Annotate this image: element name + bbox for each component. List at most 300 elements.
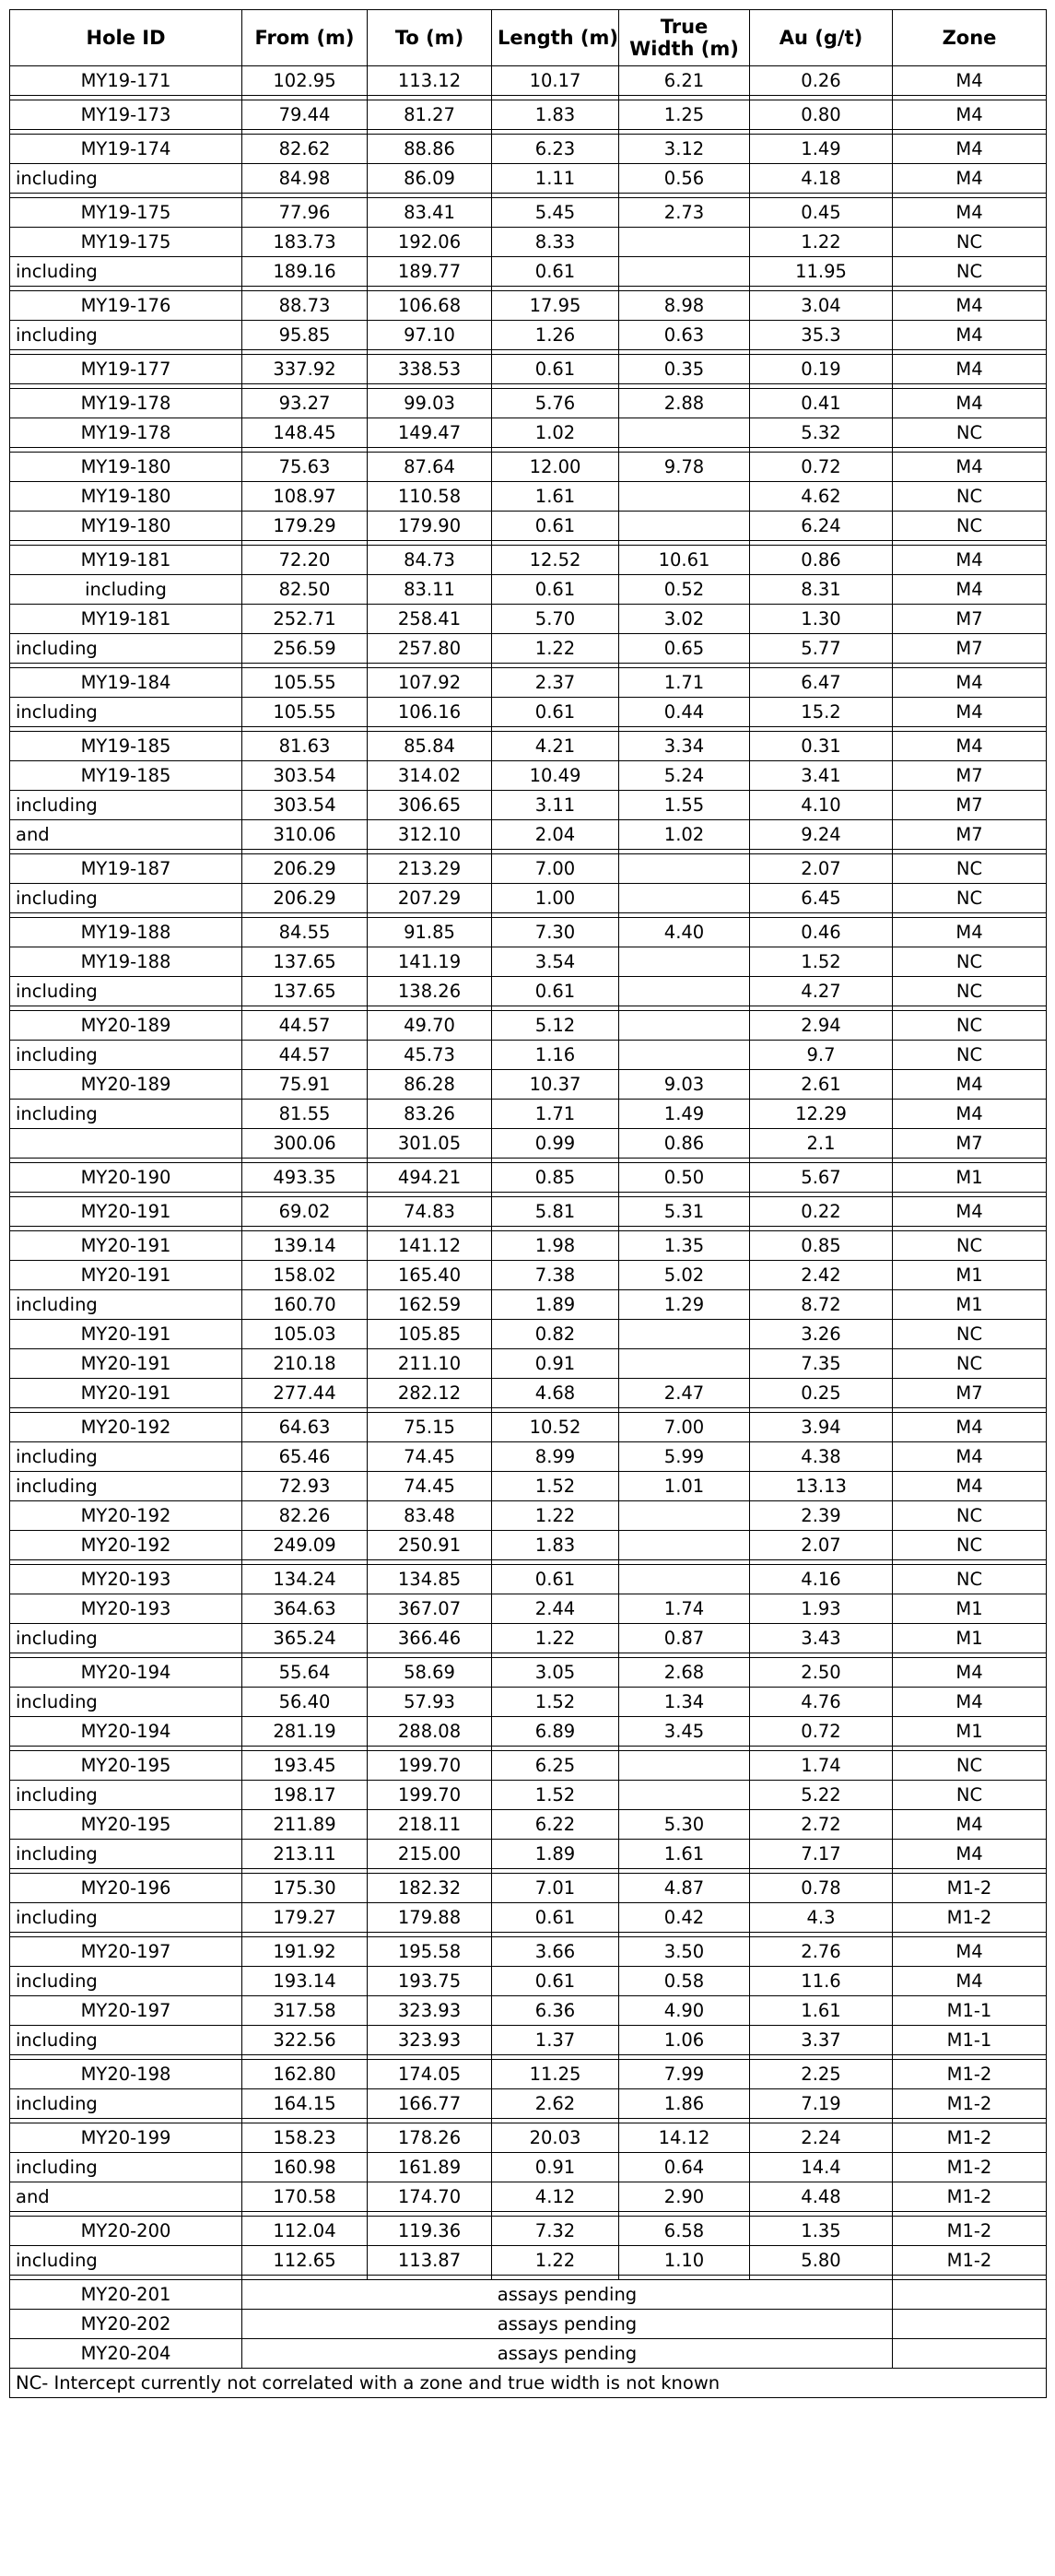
zone-cell: NC — [893, 1011, 1047, 1041]
length-cell: 3.11 — [492, 791, 619, 820]
hole-id-cell: including — [10, 1688, 242, 1717]
to-cell: 162.59 — [368, 1290, 492, 1320]
from-cell: 213.11 — [242, 1840, 368, 1869]
true-width-cell: 2.47 — [619, 1379, 750, 1408]
true-width-cell: 2.68 — [619, 1658, 750, 1688]
hole-id-cell: including — [10, 1290, 242, 1320]
length-cell: 6.22 — [492, 1810, 619, 1840]
table-row — [10, 2217, 1047, 2246]
hole-id-cell: MY20-200 — [10, 2217, 242, 2246]
length-cell: 8.99 — [492, 1442, 619, 1472]
au-cell: 0.86 — [750, 546, 893, 575]
table-row — [10, 1501, 1047, 1531]
length-cell: 5.70 — [492, 605, 619, 634]
zone-cell: M1-2 — [893, 2182, 1047, 2212]
true-width-cell: 1.71 — [619, 668, 750, 698]
au-cell: 2.61 — [750, 1070, 893, 1100]
length-cell: 1.02 — [492, 418, 619, 448]
true-width-cell: 5.99 — [619, 1442, 750, 1472]
zone-cell: M4 — [893, 100, 1047, 130]
hole-id-cell: including — [10, 1624, 242, 1653]
to-cell: 88.86 — [368, 135, 492, 164]
hole-id-cell: MY20-195 — [10, 1751, 242, 1781]
hole-id-cell: including — [10, 977, 242, 1006]
zone-cell: M4 — [893, 1810, 1047, 1840]
au-cell: 1.49 — [750, 135, 893, 164]
length-cell: 2.37 — [492, 668, 619, 698]
au-cell: 9.7 — [750, 1041, 893, 1070]
to-cell: 87.64 — [368, 453, 492, 482]
to-cell: 57.93 — [368, 1688, 492, 1717]
true-width-cell — [619, 1320, 750, 1349]
au-cell: 0.80 — [750, 100, 893, 130]
hole-id-cell: MY20-194 — [10, 1717, 242, 1747]
to-cell: 107.92 — [368, 668, 492, 698]
from-cell: 72.20 — [242, 546, 368, 575]
length-cell: 1.22 — [492, 634, 619, 664]
table-row — [10, 2182, 1047, 2212]
true-width-cell: 0.87 — [619, 1624, 750, 1653]
to-cell: 83.48 — [368, 1501, 492, 1531]
length-cell: 10.52 — [492, 1413, 619, 1442]
length-cell: 7.30 — [492, 918, 619, 947]
hole-id-cell: MY19-178 — [10, 418, 242, 448]
zone-cell: NC — [893, 1501, 1047, 1531]
length-cell: 0.61 — [492, 1967, 619, 1996]
au-cell: 0.72 — [750, 1717, 893, 1747]
from-cell: 160.70 — [242, 1290, 368, 1320]
hole-id-cell: MY19-185 — [10, 761, 242, 791]
to-cell: 161.89 — [368, 2153, 492, 2182]
au-cell: 1.74 — [750, 1751, 893, 1781]
zone-cell: M4 — [893, 389, 1047, 418]
hole-id-cell: MY19-187 — [10, 854, 242, 884]
hole-id-cell: MY20-192 — [10, 1531, 242, 1560]
hole-id-cell: MY20-197 — [10, 1937, 242, 1967]
table-row — [10, 1413, 1047, 1442]
to-cell: 179.88 — [368, 1903, 492, 1933]
true-width-cell — [619, 1781, 750, 1810]
hole-id-cell: including — [10, 1967, 242, 1996]
zone-cell: M4 — [893, 698, 1047, 727]
au-cell: 1.30 — [750, 605, 893, 634]
length-cell: 1.37 — [492, 2026, 619, 2055]
length-cell: 1.52 — [492, 1688, 619, 1717]
table-row — [10, 2089, 1047, 2119]
pending-row — [10, 2310, 1047, 2339]
au-cell: 4.27 — [750, 977, 893, 1006]
to-cell: 106.16 — [368, 698, 492, 727]
true-width-cell: 2.88 — [619, 389, 750, 418]
hole-id-cell: MY20-191 — [10, 1349, 242, 1379]
table-row — [10, 854, 1047, 884]
length-cell: 1.52 — [492, 1781, 619, 1810]
zone-cell: M7 — [893, 1379, 1047, 1408]
table-row — [10, 1903, 1047, 1933]
from-cell: 198.17 — [242, 1781, 368, 1810]
to-cell: 189.77 — [368, 257, 492, 287]
length-cell: 1.61 — [492, 482, 619, 512]
zone-cell: M1-2 — [893, 1903, 1047, 1933]
hole-id-cell: including — [10, 257, 242, 287]
zone-cell: M4 — [893, 198, 1047, 228]
header-hole-id: Hole ID — [10, 10, 242, 66]
from-cell: 137.65 — [242, 947, 368, 977]
zone-cell: NC — [893, 947, 1047, 977]
zone-cell: M4 — [893, 453, 1047, 482]
hole-id-cell: MY19-171 — [10, 66, 242, 96]
table-row — [10, 1041, 1047, 1070]
table-row — [10, 1320, 1047, 1349]
table-row — [10, 1100, 1047, 1129]
au-cell: 11.95 — [750, 257, 893, 287]
to-cell: 91.85 — [368, 918, 492, 947]
from-cell: 364.63 — [242, 1594, 368, 1624]
from-cell: 105.55 — [242, 668, 368, 698]
true-width-cell: 0.56 — [619, 164, 750, 194]
table-row — [10, 1810, 1047, 1840]
length-cell: 4.68 — [492, 1379, 619, 1408]
length-cell: 7.01 — [492, 1874, 619, 1903]
au-cell: 1.35 — [750, 2217, 893, 2246]
to-cell: 312.10 — [368, 820, 492, 850]
zone-cell: M1 — [893, 1594, 1047, 1624]
au-cell: 5.32 — [750, 418, 893, 448]
zone-cell: M1 — [893, 1163, 1047, 1193]
au-cell: 13.13 — [750, 1472, 893, 1501]
table-row — [10, 977, 1047, 1006]
from-cell: 105.03 — [242, 1320, 368, 1349]
zone-cell: M4 — [893, 1840, 1047, 1869]
length-cell: 3.54 — [492, 947, 619, 977]
true-width-cell: 5.31 — [619, 1197, 750, 1227]
zone-cell: NC — [893, 512, 1047, 541]
hole-id-cell: including — [10, 791, 242, 820]
length-cell: 1.89 — [492, 1290, 619, 1320]
to-cell: 75.15 — [368, 1413, 492, 1442]
table-row — [10, 1874, 1047, 1903]
header-row — [10, 10, 1047, 66]
au-cell: 5.67 — [750, 1163, 893, 1193]
pending-status-cell: assays pending — [242, 2339, 893, 2369]
length-cell: 5.81 — [492, 1197, 619, 1227]
au-cell: 7.17 — [750, 1840, 893, 1869]
from-cell: 112.04 — [242, 2217, 368, 2246]
au-cell: 2.42 — [750, 1261, 893, 1290]
hole-id-cell: MY20-197 — [10, 1996, 242, 2026]
from-cell: 148.45 — [242, 418, 368, 448]
length-cell: 6.36 — [492, 1996, 619, 2026]
length-cell: 0.61 — [492, 257, 619, 287]
hole-id-cell: including — [10, 884, 242, 913]
length-cell: 7.00 — [492, 854, 619, 884]
zone-cell: M7 — [893, 820, 1047, 850]
zone-cell: M1-2 — [893, 2246, 1047, 2276]
hole-id-cell: including — [10, 2026, 242, 2055]
hole-id-cell: including — [10, 1781, 242, 1810]
hole-id-cell: MY20-191 — [10, 1197, 242, 1227]
zone-cell: NC — [893, 884, 1047, 913]
hole-id-cell: MY20-195 — [10, 1810, 242, 1840]
to-cell: 166.77 — [368, 2089, 492, 2119]
footnote: NC- Intercept currently not correlated with a zone and true width is not known — [10, 2369, 1047, 2398]
to-cell: 99.03 — [368, 389, 492, 418]
from-cell: 183.73 — [242, 228, 368, 257]
au-cell: 2.07 — [750, 1531, 893, 1560]
length-cell: 1.16 — [492, 1041, 619, 1070]
length-cell: 5.76 — [492, 389, 619, 418]
zone-cell: M7 — [893, 634, 1047, 664]
zone-cell — [893, 2310, 1047, 2339]
true-width-cell — [619, 884, 750, 913]
length-cell: 7.38 — [492, 1261, 619, 1290]
zone-cell: NC — [893, 1565, 1047, 1594]
from-cell: 179.27 — [242, 1903, 368, 1933]
hole-id-cell: and — [10, 2182, 242, 2212]
table-row — [10, 100, 1047, 130]
hole-id-cell: MY20-196 — [10, 1874, 242, 1903]
to-cell: 106.68 — [368, 291, 492, 321]
true-width-cell: 0.65 — [619, 634, 750, 664]
length-cell: 4.12 — [492, 2182, 619, 2212]
true-width-cell: 0.63 — [619, 321, 750, 350]
au-cell: 0.45 — [750, 198, 893, 228]
zone-cell: M4 — [893, 918, 1047, 947]
length-cell: 1.11 — [492, 164, 619, 194]
from-cell: 206.29 — [242, 884, 368, 913]
au-cell: 4.62 — [750, 482, 893, 512]
length-cell: 12.52 — [492, 546, 619, 575]
true-width-cell: 1.35 — [619, 1231, 750, 1261]
table-body — [10, 66, 1047, 2398]
table-row — [10, 820, 1047, 850]
hole-id-cell: MY19-180 — [10, 482, 242, 512]
from-cell: 56.40 — [242, 1688, 368, 1717]
table-row — [10, 947, 1047, 977]
length-cell: 17.95 — [492, 291, 619, 321]
hole-id-cell: MY19-175 — [10, 228, 242, 257]
from-cell: 82.50 — [242, 575, 368, 605]
from-cell: 300.06 — [242, 1129, 368, 1159]
table-row — [10, 1379, 1047, 1408]
table-row — [10, 453, 1047, 482]
au-cell: 4.16 — [750, 1565, 893, 1594]
from-cell: 252.71 — [242, 605, 368, 634]
footnote-row — [10, 2369, 1047, 2398]
hole-id-cell: MY19-175 — [10, 198, 242, 228]
length-cell: 0.61 — [492, 1903, 619, 1933]
au-cell: 0.46 — [750, 918, 893, 947]
hole-id-cell: including — [10, 2246, 242, 2276]
to-cell: 83.26 — [368, 1100, 492, 1129]
from-cell: 82.62 — [242, 135, 368, 164]
zone-cell: NC — [893, 418, 1047, 448]
hole-id-cell: MY19-185 — [10, 732, 242, 761]
length-cell: 4.21 — [492, 732, 619, 761]
from-cell: 64.63 — [242, 1413, 368, 1442]
zone-cell: M4 — [893, 1100, 1047, 1129]
true-width-cell: 1.06 — [619, 2026, 750, 2055]
length-cell: 0.61 — [492, 355, 619, 384]
table-row — [10, 761, 1047, 791]
length-cell: 0.91 — [492, 2153, 619, 2182]
zone-cell: M1 — [893, 1624, 1047, 1653]
table-row — [10, 418, 1047, 448]
table-row — [10, 1624, 1047, 1653]
table-row — [10, 1197, 1047, 1227]
au-cell: 1.22 — [750, 228, 893, 257]
true-width-cell: 1.74 — [619, 1594, 750, 1624]
au-cell: 2.72 — [750, 1810, 893, 1840]
length-cell: 0.61 — [492, 698, 619, 727]
to-cell: 282.12 — [368, 1379, 492, 1408]
to-cell: 215.00 — [368, 1840, 492, 1869]
to-cell: 86.09 — [368, 164, 492, 194]
zone-cell: M1-2 — [893, 2217, 1047, 2246]
table-row — [10, 257, 1047, 287]
true-width-cell: 4.90 — [619, 1996, 750, 2026]
zone-cell: M1-2 — [893, 2089, 1047, 2119]
hole-id-cell: including — [10, 1840, 242, 1869]
zone-cell: M4 — [893, 732, 1047, 761]
pending-row — [10, 2280, 1047, 2310]
length-cell: 1.22 — [492, 1501, 619, 1531]
true-width-cell: 6.21 — [619, 66, 750, 96]
from-cell: 493.35 — [242, 1163, 368, 1193]
to-cell: 195.58 — [368, 1937, 492, 1967]
from-cell: 75.63 — [242, 453, 368, 482]
to-cell: 149.47 — [368, 418, 492, 448]
true-width-cell: 2.73 — [619, 198, 750, 228]
length-cell: 7.32 — [492, 2217, 619, 2246]
zone-cell: M4 — [893, 1688, 1047, 1717]
length-cell: 0.85 — [492, 1163, 619, 1193]
au-cell: 4.48 — [750, 2182, 893, 2212]
hole-id-cell: MY19-173 — [10, 100, 242, 130]
assay-results-table-wrapper — [9, 9, 1046, 2398]
to-cell: 141.12 — [368, 1231, 492, 1261]
zone-cell: M4 — [893, 1967, 1047, 1996]
true-width-cell — [619, 1531, 750, 1560]
au-cell: 14.4 — [750, 2153, 893, 2182]
from-cell: 193.45 — [242, 1751, 368, 1781]
true-width-cell: 1.25 — [619, 100, 750, 130]
zone-cell: M4 — [893, 1442, 1047, 1472]
true-width-cell — [619, 1041, 750, 1070]
true-width-cell — [619, 977, 750, 1006]
to-cell: 110.58 — [368, 482, 492, 512]
to-cell: 74.45 — [368, 1442, 492, 1472]
au-cell: 8.72 — [750, 1290, 893, 1320]
true-width-cell: 5.02 — [619, 1261, 750, 1290]
true-width-cell — [619, 1011, 750, 1041]
to-cell: 338.53 — [368, 355, 492, 384]
true-width-cell: 4.40 — [619, 918, 750, 947]
from-cell: 134.24 — [242, 1565, 368, 1594]
au-cell: 2.94 — [750, 1011, 893, 1041]
au-cell: 8.31 — [750, 575, 893, 605]
from-cell: 256.59 — [242, 634, 368, 664]
from-cell: 158.23 — [242, 2123, 368, 2153]
zone-cell: NC — [893, 482, 1047, 512]
to-cell: 211.10 — [368, 1349, 492, 1379]
hole-id-cell — [10, 1129, 242, 1159]
au-cell: 3.26 — [750, 1320, 893, 1349]
table-row — [10, 1231, 1047, 1261]
au-cell: 4.10 — [750, 791, 893, 820]
pending-status-cell: assays pending — [242, 2310, 893, 2339]
true-width-cell: 0.44 — [619, 698, 750, 727]
to-cell: 84.73 — [368, 546, 492, 575]
from-cell: 137.65 — [242, 977, 368, 1006]
zone-cell: NC — [893, 228, 1047, 257]
true-width-cell: 1.34 — [619, 1688, 750, 1717]
length-cell: 20.03 — [492, 2123, 619, 2153]
from-cell: 105.55 — [242, 698, 368, 727]
hole-id-cell: MY20-191 — [10, 1231, 242, 1261]
table-row — [10, 1163, 1047, 1193]
table-row — [10, 1658, 1047, 1688]
au-cell: 2.50 — [750, 1658, 893, 1688]
from-cell: 249.09 — [242, 1531, 368, 1560]
length-cell: 2.44 — [492, 1594, 619, 1624]
length-cell: 5.45 — [492, 198, 619, 228]
hole-id-cell: MY19-174 — [10, 135, 242, 164]
table-row — [10, 198, 1047, 228]
zone-cell: M1-2 — [893, 2123, 1047, 2153]
true-width-cell: 1.10 — [619, 2246, 750, 2276]
length-cell: 0.61 — [492, 1565, 619, 1594]
table-row — [10, 355, 1047, 384]
zone-cell: M4 — [893, 1197, 1047, 1227]
pending-status-cell: assays pending — [242, 2280, 893, 2310]
hole-id-cell: including — [10, 321, 242, 350]
to-cell: 258.41 — [368, 605, 492, 634]
from-cell: 193.14 — [242, 1967, 368, 1996]
to-cell: 138.26 — [368, 977, 492, 1006]
zone-cell: NC — [893, 1781, 1047, 1810]
zone-cell: M4 — [893, 66, 1047, 96]
length-cell: 5.12 — [492, 1011, 619, 1041]
to-cell: 250.91 — [368, 1531, 492, 1560]
to-cell: 306.65 — [368, 791, 492, 820]
table-row — [10, 1070, 1047, 1100]
hole-id-cell: including — [10, 634, 242, 664]
zone-cell: NC — [893, 854, 1047, 884]
au-cell: 7.19 — [750, 2089, 893, 2119]
true-width-cell: 8.98 — [619, 291, 750, 321]
hole-id-cell: including — [10, 1100, 242, 1129]
from-cell: 164.15 — [242, 2089, 368, 2119]
table-row — [10, 1937, 1047, 1967]
to-cell: 85.84 — [368, 732, 492, 761]
hole-id-cell: MY19-177 — [10, 355, 242, 384]
length-cell: 0.61 — [492, 575, 619, 605]
true-width-cell — [619, 854, 750, 884]
au-cell: 0.41 — [750, 389, 893, 418]
from-cell: 303.54 — [242, 791, 368, 820]
zone-cell: M4 — [893, 575, 1047, 605]
hole-id-cell: MY20-204 — [10, 2339, 242, 2369]
au-cell: 5.22 — [750, 1781, 893, 1810]
from-cell: 84.55 — [242, 918, 368, 947]
header-true-width: True Width (m) — [619, 10, 750, 66]
length-cell: 6.23 — [492, 135, 619, 164]
to-cell: 174.05 — [368, 2060, 492, 2089]
table-row — [10, 1442, 1047, 1472]
table-row — [10, 1594, 1047, 1624]
from-cell: 75.91 — [242, 1070, 368, 1100]
